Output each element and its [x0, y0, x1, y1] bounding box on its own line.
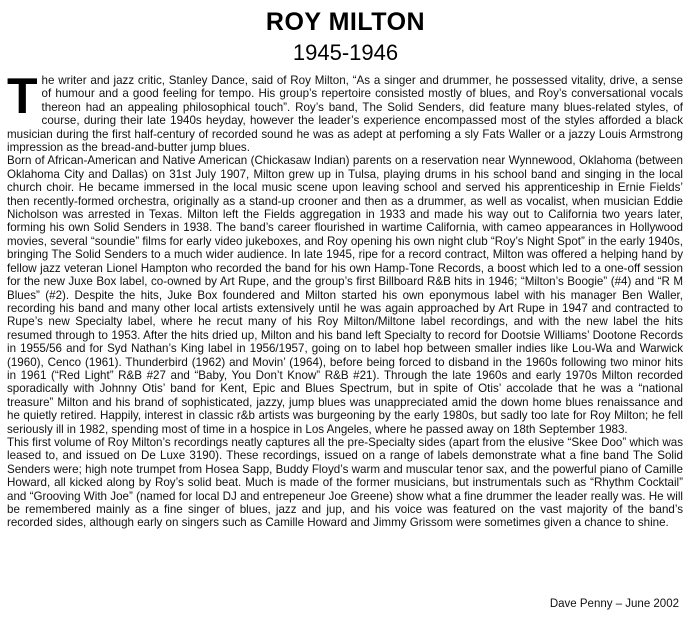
paragraph-recordings: This first volume of Roy Milton’s recordings neatly captures all the pre-Specialty sides (apart from the elusive “Skee Doo” which was leased to, and issued on De Luxe 3190). These recordings, issued on a range of labels demonstrate what a fine band The Solid Senders were; high note trumpet from Hosea Sapp, Buddy Floyd’s warm and muscular tenor sax, and the powerful piano of Camille Howard, all kicked along by Roy’s solid beat. Much is made of the former musicians, but instrumentals such as “Rhythm Cocktail” and “Grooving With Joe” (named for local DJ and entrepeneur Joe Greene) show what a fine drummer the leader really was. He will be remembered mainly as a fine singer of blues, jazz and jup, and his voice was featured on the vast majority of the band’s recorded sides, although early on singers such as Camille Howard and Jimmy Grissom were sometimes given a chance to shine. — [7, 435, 683, 530]
page-title: ROY MILTON — [265, 8, 426, 36]
author-credit: Dave Penny – June 2002 — [549, 598, 679, 610]
paragraph-biography: Born of African-American and Native American (Chickasaw Indian) parents on a reservation near Wynnewood, Oklahoma (between Oklahoma City and Dallas) on 31st July 1907, Milton grew up in Tulsa, playing drums in his school band and singing in the local church choir. He became immersed in the local music scene upon leaving school and served his apprenticeship in Ernie Fields’ then recently-formed orchestra, originally as a stand-up crooner and then as a drummer, as well as vocalist, when musician Eddie Nicholson was arrested in Texas. Milton left the Fields aggregation in 1933 and made his way out to California two years later, forming his own Solid Senders in 1938. The band’s career flourished in wartime California, with cameo appearances in Hollywood movies, several “soundie” films for early video jukeboxes, and Roy opening his own night club “Roy’s Night Spot” in the early 1940s, bringing The Solid Senders to a much wider audience. In late 1945, ripe for a record contract, Milton was offered a helping hand by fellow jazz veteran Lionel Hampton who recorded the band for his own Hamp-Tone Records, a boost which led to a one-off session for the new Juxe Box label, co-owned by Art Rupe, and the group’s first Billboard R&B hits in 1946; “Milton’s Boogie” (#4) and “R M Blues” (#2). Despite the hits, Juke Box foundered and Milton started his own eponymous label with his manager Ben Waller, recording his band and many other local artists extensively until he was again approached by Art Rupe in 1947 and contracted to Rupe’s new Specialty label, where he recut many of his Roy Milton/Miltone label recordings, and with the new label the hits resumed through to 1953. After the hits dried up, Milton and his band left Specialty to record for Dootsie Williams’ Dootone Records in 1955/56 and for Syd Nathan’s King label in 1956/1957, going on to label hop between smaller indies like Lou-Wa and Warwick (1960), Cenco (1961). Thunderbird (1962) and Movin’ (1964), before being forced to disband in the 1960s following two minor hits in 1961 (“Red Light” R&B #27 and “Baby, You Don’t Know” R&B #21). Through the late 1960s and early 1970s Milton recorded sporadically with Johnny Otis’ band for Kent, Epic and Blues Spectrum, but in spite of Otis’ accolade that he was a “national treasure” Milton and his brand of sophisticated, jazzy, jump blues was unappreciated amid the down home blues renaissance and he quietly retired. Happily, interest in classic r&b artists was burgeoning by the early 1980s, but sadly too late for Roy Milton; he fell seriously ill in 1982, spending most of time in a hospice in Los Angeles, where he passed away on 18th September 1983. — [7, 154, 683, 436]
paragraph-intro-text: he writer and jazz critic, Stanley Dance, said of Roy Milton, “As a singer and drummer, he possessed vitality, drive, a sense of humour and a good feeling for tempo. His group’s repertoire consisted mostly of blues, and Roy’s conversational vocals thereon had an appealing philosophical touch”. Roy’s band, The Solid Senders, did feature many blues-related styles, of course, during their late 1940s heyday, however the leader’s experience encompassed most of the styles afforded a black musician during the first half-century of recorded sound he was as adept at perfoming a sly Fats Waller or a jazzy Louis Armstrong impression as the bread-and-butter jump blues. — [7, 74, 683, 155]
article-body — [7, 68, 683, 530]
paragraph-intro — [7, 68, 683, 155]
page-subtitle-years: 1945-1946 — [292, 40, 399, 65]
drop-cap: T — [7, 68, 38, 124]
